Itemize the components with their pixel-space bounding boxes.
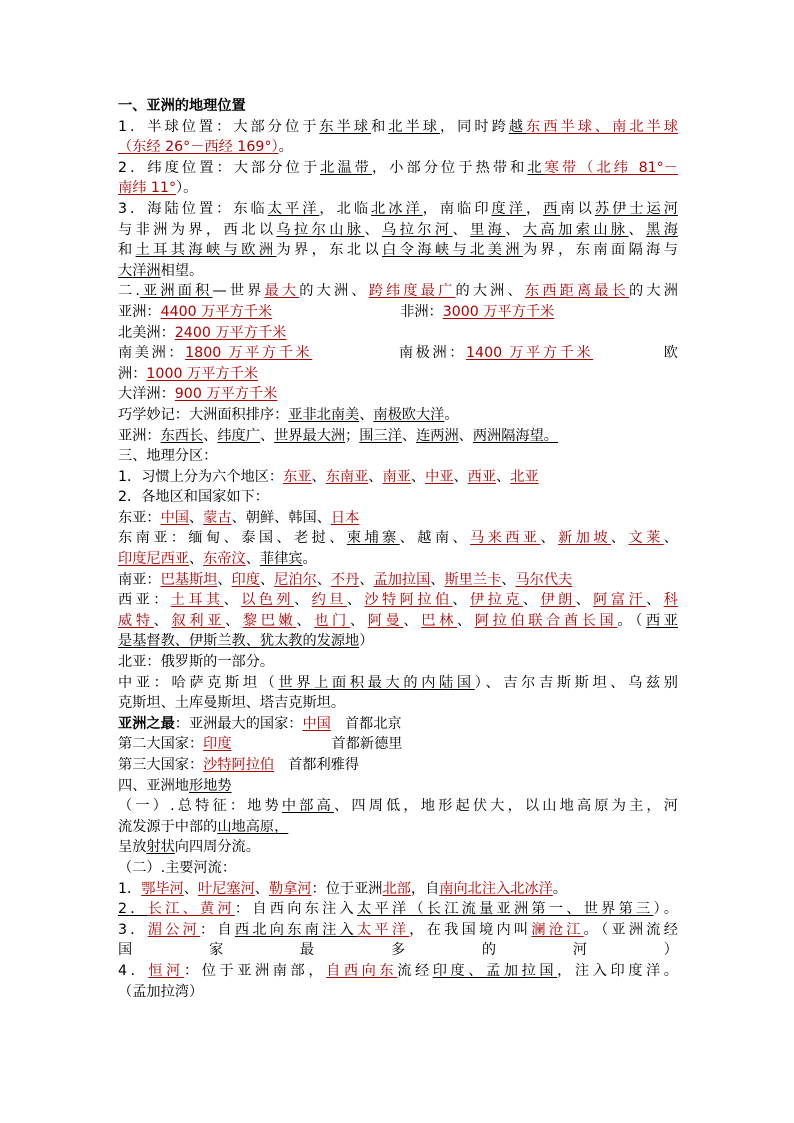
text-run: 1．半球位置：大部分位于 xyxy=(118,118,320,135)
underlined-term: 勒拿河 xyxy=(268,880,312,897)
text-run: 首都新德里 xyxy=(331,736,403,753)
text-line xyxy=(118,982,678,1003)
text-run: 、 xyxy=(575,592,594,609)
text-line xyxy=(118,755,678,776)
underlined-term: 4400 万平方千米 xyxy=(160,303,273,320)
underlined-term: 西北向东南注入 xyxy=(234,921,357,938)
text-run: 、 xyxy=(456,612,475,629)
text-run: 向四周分流。 xyxy=(174,839,260,856)
text-line xyxy=(118,117,678,138)
text-run: 、 xyxy=(311,468,326,485)
text-line xyxy=(118,673,678,694)
text-line xyxy=(118,467,678,488)
text-line xyxy=(118,734,678,755)
text-run: 的大洲 xyxy=(629,283,678,300)
text-run: 、 xyxy=(522,592,541,609)
text-run: 、 xyxy=(183,880,198,897)
underlined-term: 东西半球、南北半球 xyxy=(526,118,678,135)
underlined-term: 自西向东 xyxy=(326,962,398,979)
underlined-term: 度洋 xyxy=(491,200,526,217)
text-run: 、 xyxy=(225,612,243,629)
underlined-term: 中部高 xyxy=(281,798,334,815)
text-line xyxy=(118,405,678,426)
underlined-term: 围三洋 xyxy=(359,427,402,444)
underlined-term: 北温带 xyxy=(320,159,372,176)
underlined-term: 太平洋 xyxy=(357,901,410,918)
text-run: ）。 xyxy=(176,180,198,197)
text-run: 3．海陆位置：东临 xyxy=(118,200,268,217)
underlined-term: 科 xyxy=(663,592,678,609)
text-run: 第二大国家： xyxy=(118,736,204,753)
text-line xyxy=(118,940,678,961)
underlined-term: 威特 xyxy=(118,612,154,629)
text-line xyxy=(118,508,678,529)
text-run: 、 xyxy=(359,406,374,423)
underlined-term: 太平洋 xyxy=(267,200,320,217)
text-run: 、 xyxy=(294,592,312,609)
underlined-term: 文莱 xyxy=(628,530,664,547)
underlined-term: 恒河 xyxy=(148,962,184,979)
text-run: ，北临 xyxy=(319,200,372,217)
underlined-term: 3000 万平方千米 xyxy=(442,303,555,320)
text-run: 国家最多的河） xyxy=(118,942,678,959)
text-run: 、 xyxy=(496,468,511,485)
text-run: 、 xyxy=(628,221,647,238)
underlined-term: 东半球 xyxy=(319,118,372,135)
text-run: 为界，东北以 xyxy=(276,242,383,259)
underlined-term: 白令海峡与北美洲 xyxy=(382,242,523,259)
underlined-term: 阿曼 xyxy=(367,612,404,629)
document-body xyxy=(118,96,678,1002)
text-run: ：位于亚洲 xyxy=(311,880,383,897)
text-run: 三、地理分区： xyxy=(118,448,218,465)
text-run: 、 xyxy=(346,592,365,609)
text-run: 。 xyxy=(444,406,459,423)
underlined-term: 土耳其海峡与欧洲 xyxy=(135,242,277,259)
underlined-term: 约旦 xyxy=(311,592,347,609)
text-line xyxy=(118,178,678,199)
underlined-term: 澜沧江 xyxy=(531,921,584,938)
underlined-term: 鄂毕河 xyxy=(141,880,184,897)
underlined-term: 东西距离最长 xyxy=(524,283,630,300)
underlined-term: 连两洲 xyxy=(416,427,459,444)
underlined-term: 东南亚 xyxy=(325,468,369,485)
underlined-term: 东帝汶 xyxy=(203,551,246,568)
underlined-term: 中国 xyxy=(302,715,331,732)
underlined-term: 最大 xyxy=(264,283,300,300)
underlined-term: 两洲隔海望。 xyxy=(472,427,558,444)
underlined-term: 黑海 xyxy=(646,221,678,238)
text-run: 的大洲、 xyxy=(299,283,369,300)
underlined-term: 是基督教、伊斯兰教、犹太教的发源地 xyxy=(118,633,360,650)
underlined-term: 新加坡 xyxy=(558,530,611,547)
text-run: 、朝鲜、韩国、 xyxy=(231,509,331,526)
underlined-term: 南纬 11° xyxy=(118,180,177,197)
underlined-term: 土耳其 xyxy=(170,592,224,609)
text-run: ，在我国境内叫 xyxy=(409,921,532,938)
underlined-term: 乌拉尔山脉 xyxy=(276,221,365,238)
section-heading xyxy=(118,96,678,117)
underlined-term: 射状 xyxy=(146,839,175,856)
text-run: 、 xyxy=(359,571,374,588)
text-run: ：自 xyxy=(200,921,235,938)
text-run: （孟加拉湾） xyxy=(118,983,204,1000)
underlined-term: 马尔代夫 xyxy=(515,571,573,588)
text-run: 、 xyxy=(540,530,559,547)
text-line xyxy=(118,487,678,508)
underlined-term: 东亚 xyxy=(283,468,312,485)
text-run: 、 xyxy=(453,468,468,485)
text-run: 、 xyxy=(245,551,260,568)
text-run: 、 xyxy=(401,427,417,444)
underlined-term: 巴林 xyxy=(421,612,457,629)
text-run: 为界，东南面隔海与 xyxy=(522,242,678,259)
text-run: 、 xyxy=(505,221,523,238)
underlined-term: 里海 xyxy=(470,221,506,238)
text-run: 。（ xyxy=(617,612,646,629)
text-run: 、 xyxy=(153,612,172,629)
text-run: 、 xyxy=(410,468,426,485)
underlined-term: 西亚 xyxy=(645,612,678,629)
underlined-term: 以色列 xyxy=(241,592,294,609)
text-run: 。 xyxy=(278,139,293,156)
text-line xyxy=(118,920,678,941)
text-run: 3． xyxy=(118,921,148,938)
text-run: ）、吉尔吉斯斯坦、乌兹别 xyxy=(474,674,678,691)
text-run: 、 xyxy=(610,530,629,547)
text-run: 、 xyxy=(296,612,315,629)
text-line xyxy=(118,220,678,241)
text-run: 首都利雅得 xyxy=(288,757,360,773)
text-line xyxy=(118,879,678,900)
text-run: 、 xyxy=(217,571,232,588)
text-run: 2．各地区和国家如下： xyxy=(118,489,269,506)
underlined-term: 中亚 xyxy=(425,468,454,485)
underlined-term: 黎巴嫩 xyxy=(242,612,297,629)
text-run: 第三大国家： xyxy=(118,757,204,773)
text-line xyxy=(118,199,678,220)
text-line xyxy=(118,137,678,158)
underlined-term: 世界上面积最大的内陆国 xyxy=(278,674,475,691)
underlined-term: 叙利亚 xyxy=(171,612,226,629)
text-run: 、 xyxy=(458,427,473,444)
underlined-term: 1400 万平方千米 xyxy=(466,345,594,362)
underlined-term: 日本 xyxy=(330,509,360,526)
underlined-term: 北半球 xyxy=(388,118,440,135)
text-line xyxy=(118,796,678,817)
text-line xyxy=(118,323,678,344)
text-run: 。 xyxy=(302,551,317,568)
underlined-term: 2400 万平方千米 xyxy=(174,324,287,341)
underlined-term: 太平洋 xyxy=(356,921,410,938)
text-line xyxy=(118,776,678,797)
underlined-term: 1800 万平方千米 xyxy=(185,345,313,362)
text-run: 巧学妙记：大洲面积排序： xyxy=(118,406,289,423)
underlined-term: （东经 26°－西经 169°） xyxy=(118,139,279,156)
text-line xyxy=(118,528,678,549)
text-run: 、 xyxy=(646,592,664,609)
text-run: 、 xyxy=(403,612,422,629)
text-run: 、四周低，地形起伏大，以山地高原为主，河 xyxy=(333,798,678,815)
text-run: 、 xyxy=(254,880,269,897)
text-line xyxy=(118,570,678,591)
underlined-term: 菲律宾 xyxy=(259,551,303,568)
text-run: ，小部分位于热带和 xyxy=(371,159,528,176)
underlined-term: 不丹 xyxy=(330,571,360,588)
text-run: ） xyxy=(359,633,374,650)
text-run: 、 xyxy=(349,612,368,629)
text-run: ， xyxy=(525,200,544,217)
underlined-term: 尼泊尔 xyxy=(274,571,317,588)
text-run: 亚洲： xyxy=(118,303,161,320)
text-line xyxy=(118,302,678,323)
underlined-term: 孟加拉国 xyxy=(373,571,431,588)
underlined-term: 900 万平方千米 xyxy=(174,386,278,403)
text-run: 4． xyxy=(118,962,149,979)
underlined-term: 阿富汗 xyxy=(593,592,647,609)
text-run: 流经 xyxy=(397,962,433,979)
underlined-term: 南亚 xyxy=(382,468,411,485)
text-run: 流发源于中部的 xyxy=(118,818,218,835)
text-run: （二）.主要河流： xyxy=(118,859,237,876)
text-run: ）。 xyxy=(653,901,678,918)
underlined-term: 跨纬度最广 xyxy=(368,283,456,300)
text-line xyxy=(118,240,678,261)
underlined-term: 亚洲面积 xyxy=(139,283,213,300)
text-run: ，同时跨 xyxy=(439,118,509,135)
underlined-term: 寒带（北纬 81°－ xyxy=(544,159,678,176)
text-run: 、 xyxy=(223,592,242,609)
underlined-term: 马来西亚 xyxy=(470,530,541,547)
text-line xyxy=(118,281,678,302)
text-run: 和 xyxy=(118,242,136,259)
text-run: 南以 xyxy=(560,200,595,217)
text-run: （一）.总特征：地势 xyxy=(118,798,282,815)
text-run: 西亚： xyxy=(118,592,171,609)
text-line xyxy=(118,158,678,179)
text-run: 首都北京 xyxy=(344,715,402,732)
underlined-term: 北冰洋 xyxy=(371,200,423,217)
text-line xyxy=(118,817,678,838)
underlined-term: 南向北注入北冰洋 xyxy=(439,880,553,897)
text-run: 和 xyxy=(371,118,389,135)
underlined-term: 形地势 xyxy=(188,777,232,794)
underlined-term: 1000 万平方千米 xyxy=(146,365,258,382)
underlined-term: 印度、孟加拉国 xyxy=(432,962,558,979)
text-run: 1．习惯上分为六个地区： xyxy=(118,468,284,485)
text-line xyxy=(118,631,678,652)
underlined-term: 西亚 xyxy=(467,468,497,485)
underlined-term: 北部 xyxy=(382,880,411,897)
text-run: 二. xyxy=(118,283,140,300)
text-run: 大洋洲： xyxy=(118,386,175,403)
text-run: 、 xyxy=(663,530,678,547)
text-run: 、 xyxy=(452,221,471,238)
text-line xyxy=(118,446,678,467)
text-run: 、 xyxy=(188,551,204,568)
text-run: ，注入印度洋。 xyxy=(557,962,678,979)
underlined-term: （长江流量亚洲第一、世界第三 xyxy=(409,901,654,918)
text-line xyxy=(118,426,678,447)
text-run: 亚洲： xyxy=(118,427,161,444)
underlined-term: 湄公河 xyxy=(147,921,201,938)
text-line xyxy=(118,961,678,982)
underlined-term: 苏伊士运河 xyxy=(594,200,678,217)
text-run: 、 xyxy=(430,571,445,588)
underlined-term: 乌拉尔河 xyxy=(382,221,453,238)
underlined-term: 世界最大洲 xyxy=(274,427,346,444)
text-run: ：自西向东注入 xyxy=(234,901,357,918)
text-run: 一、亚洲的地理位置 xyxy=(118,98,246,114)
text-run: 、 xyxy=(364,221,383,238)
underlined-term: 沙特阿拉伯 xyxy=(203,757,275,773)
text-run: 南亚： xyxy=(118,571,161,588)
text-line xyxy=(118,364,678,385)
underlined-term: 斯里兰卡 xyxy=(444,571,502,588)
text-run: —世界 xyxy=(212,283,265,300)
text-run: 南极洲： xyxy=(396,345,467,362)
text-run: 北亚：俄罗斯的一部分。 xyxy=(118,654,275,671)
text-line xyxy=(118,899,678,920)
text-run: 2．纬度位置：大部分位于 xyxy=(118,159,321,176)
underlined-term: 大洋洲 xyxy=(118,262,161,279)
text-run: 相望。 xyxy=(160,262,204,279)
underlined-term: 印度 xyxy=(231,571,260,588)
underlined-term: 柬埔寨 xyxy=(346,530,400,547)
underlined-term: 北 xyxy=(527,159,545,176)
underlined-term: 中国 xyxy=(160,509,189,526)
underlined-term: 西 xyxy=(543,200,561,217)
text-run: ； xyxy=(345,427,360,444)
underlined-term: 2． xyxy=(118,901,148,918)
text-line xyxy=(118,343,678,364)
text-run: ：亚洲最大的国家： xyxy=(174,715,303,732)
text-line xyxy=(118,858,678,879)
text-run: 。（亚洲流经 xyxy=(583,921,678,938)
text-run: 中亚：哈萨克斯坦（ xyxy=(118,674,279,691)
text-run: 、 xyxy=(501,571,516,588)
text-run: 东亚： xyxy=(118,509,161,526)
text-run: 1． xyxy=(118,880,142,897)
text-run: 呈放 xyxy=(118,839,147,856)
underlined-term: 山地高原， xyxy=(217,818,289,835)
text-run: 亚洲之最 xyxy=(118,715,175,732)
text-run: ：位于亚洲南部， xyxy=(183,962,327,979)
text-line xyxy=(118,590,678,611)
text-line xyxy=(118,549,678,570)
text-line xyxy=(118,837,678,858)
underlined-term: 印度 xyxy=(203,736,232,753)
underlined-term: 越 xyxy=(508,118,527,135)
text-run: 、 xyxy=(203,427,218,444)
text-line xyxy=(118,652,678,673)
underlined-term: 大高加索山脉 xyxy=(522,221,629,238)
underlined-term: 叶尼塞河 xyxy=(198,880,255,897)
text-run: 北美洲： xyxy=(118,324,175,341)
underlined-term: 纬度广 xyxy=(217,427,260,444)
text-run: 四、亚洲地 xyxy=(118,777,189,794)
text-run: 欧 xyxy=(661,345,678,362)
underlined-term: 长江、黄河 xyxy=(147,901,235,918)
text-line xyxy=(118,714,678,735)
underlined-term: 蒙古 xyxy=(203,509,232,526)
underlined-term: 伊拉克 xyxy=(470,592,523,609)
text-run: 克斯坦、土库曼斯坦、塔吉克斯坦。 xyxy=(118,695,346,712)
underlined-term: 伊朗 xyxy=(540,592,576,609)
text-run: 、 xyxy=(368,468,383,485)
text-run: 南美洲： xyxy=(118,345,186,362)
text-line xyxy=(118,693,678,714)
text-run: 、越南、 xyxy=(399,530,471,547)
text-run: ，南临印 xyxy=(422,200,492,217)
underlined-term: 印度尼西亚 xyxy=(118,551,189,568)
text-run: 非洲： xyxy=(400,303,443,320)
underlined-term: 亚非北南美 xyxy=(288,406,360,423)
text-run: 东南亚：缅甸、泰国、老挝、 xyxy=(118,530,347,547)
text-line xyxy=(118,261,678,282)
underlined-term: 东西长 xyxy=(160,427,204,444)
text-run: 、 xyxy=(188,509,204,526)
underlined-term: 阿拉伯联合酋长国 xyxy=(474,612,618,629)
underlined-term: 也门 xyxy=(314,612,350,629)
text-run: ，自 xyxy=(410,880,440,897)
text-line xyxy=(118,611,678,632)
underlined-term: 巴基斯坦 xyxy=(160,571,218,588)
text-run: 与非洲为界，西北以 xyxy=(118,221,277,238)
text-run: 、 xyxy=(259,427,275,444)
underlined-term: 南极欧大洋 xyxy=(373,406,445,423)
text-run: 、 xyxy=(452,592,471,609)
text-run: 的大洲、 xyxy=(455,283,525,300)
text-run: 、 xyxy=(316,571,331,588)
underlined-term: 沙特阿拉伯 xyxy=(364,592,453,609)
text-run: 。 xyxy=(552,880,567,897)
text-run: 洲： xyxy=(118,365,147,382)
text-line xyxy=(118,384,678,405)
text-run: 、 xyxy=(259,571,275,588)
underlined-term: 北亚 xyxy=(510,468,539,485)
